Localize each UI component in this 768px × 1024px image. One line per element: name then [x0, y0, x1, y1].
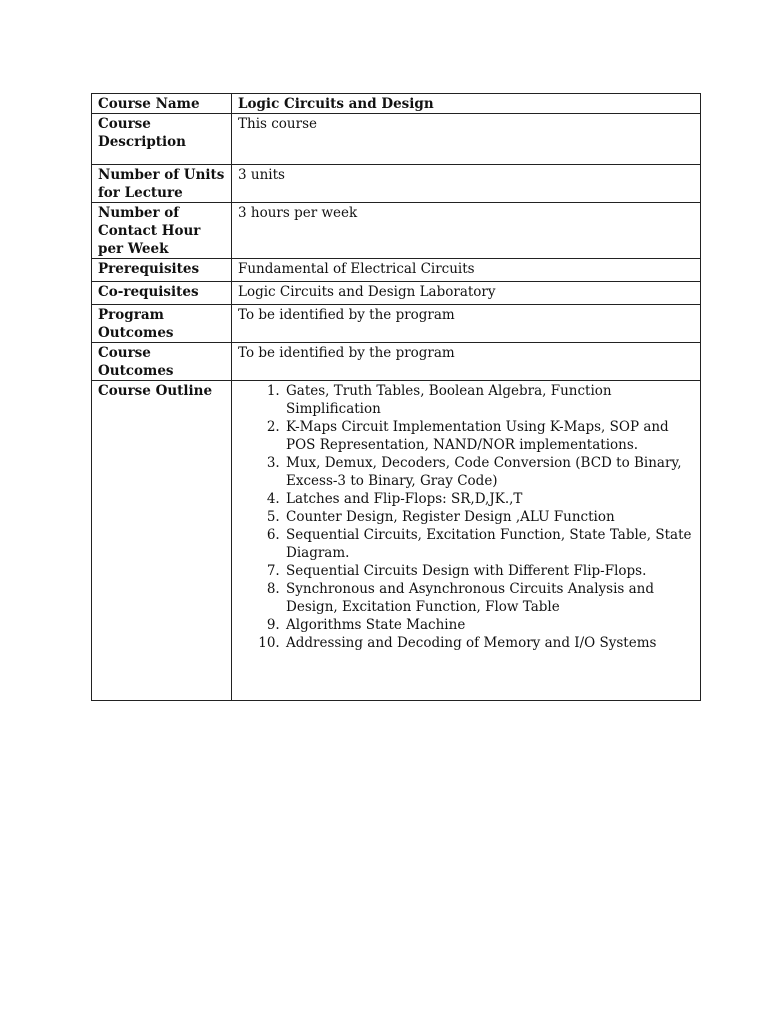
- course-name-value: Logic Circuits and Design: [238, 96, 434, 112]
- table-row: [92, 381, 701, 701]
- list-item: 10. Addressing and Decoding of Memory and I/O Systems: [284, 634, 695, 652]
- row-label-course-name: Course Name: [92, 94, 232, 114]
- table-row: [92, 165, 701, 203]
- list-item: 1. Gates, Truth Tables, Boolean Algebra, Function Simplification: [284, 382, 695, 418]
- course-syllabus-table: [91, 93, 701, 701]
- row-value-course-name: [232, 94, 701, 114]
- row-label-program-outcomes: Program Outcomes: [92, 305, 232, 343]
- row-value-prerequisites: Fundamental of Electrical Circuits: [232, 259, 701, 282]
- table-row: [92, 203, 701, 259]
- row-label-units: Number of Units for Lecture: [92, 165, 232, 203]
- row-value-program-outcomes: To be identified by the program: [232, 305, 701, 343]
- row-value-units: 3 units: [232, 165, 701, 203]
- row-label-prerequisites: Prerequisites: [92, 259, 232, 282]
- list-item: 8. Synchronous and Asynchronous Circuits Analysis and Design, Excitation Function, Flow Table: [284, 580, 695, 616]
- list-item: 9. Algorithms State Machine: [284, 616, 695, 634]
- row-label-corequisites: Co-requisites: [92, 282, 232, 305]
- row-label-course-outcomes: Course Outcomes: [92, 343, 232, 381]
- list-item: 3. Mux, Demux, Decoders, Code Conversion (BCD to Binary, Excess-3 to Binary, Gray Code): [284, 454, 695, 490]
- row-value-course-description: This course: [232, 114, 701, 165]
- table-row: [92, 259, 701, 282]
- table-row: [92, 305, 701, 343]
- list-item: 2. K-Maps Circuit Implementation Using K-Maps, SOP and POS Representation, NAND/NOR implementations.: [284, 418, 695, 454]
- row-label-course-description: Course Description: [92, 114, 232, 165]
- table-row: [92, 343, 701, 381]
- row-value-contact-hours: 3 hours per week: [232, 203, 701, 259]
- table-row: [92, 282, 701, 305]
- row-label-course-outline: Course Outline: [92, 381, 232, 701]
- list-item: 6. Sequential Circuits, Excitation Function, State Table, State Diagram.: [284, 526, 695, 562]
- table-row: [92, 114, 701, 165]
- row-label-contact-hours: Number of Contact Hour per Week: [92, 203, 232, 259]
- list-item: 5. Counter Design, Register Design ,ALU Function: [284, 508, 695, 526]
- table-row: [92, 94, 701, 114]
- course-outline-list: [238, 382, 695, 652]
- row-value-course-outcomes: To be identified by the program: [232, 343, 701, 381]
- list-item: 7. Sequential Circuits Design with Different Flip-Flops.: [284, 562, 695, 580]
- row-value-corequisites: Logic Circuits and Design Laboratory: [232, 282, 701, 305]
- row-value-course-outline: [232, 381, 701, 701]
- list-item: 4. Latches and Flip-Flops: SR,D,JK.,T: [284, 490, 695, 508]
